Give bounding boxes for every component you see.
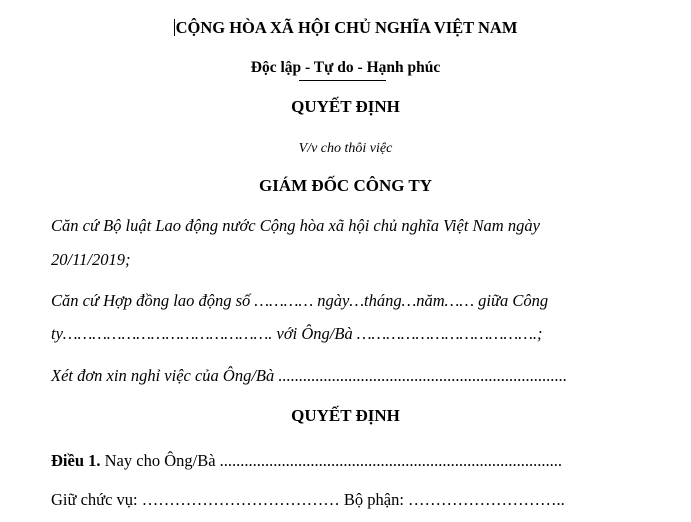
nation-header: CỘNG HÒA XÃ HỘI CHỦ NGHĨA VIỆT NAM [175, 18, 518, 37]
decision-heading: QUYẾT ĐỊNH [291, 406, 400, 425]
basis-law-line2: 20/11/2019; [51, 250, 131, 269]
basis-law-line1: Căn cứ Bộ luật Lao động nước Cộng hòa xã hội chủ nghĩa Việt Nam ngày [51, 216, 540, 235]
motto-underline [299, 80, 386, 81]
basis-contract-line2: ty……………………………………. với Ông/Bà ……………………………….; [51, 324, 543, 343]
article-1 [51, 451, 562, 471]
decision-subject: V/v cho thôi việc [298, 141, 393, 156]
decision-title: QUYẾT ĐỊNH [291, 97, 400, 116]
article-1-text: Nay cho Ông/Bà ................................................................................... [100, 451, 563, 470]
basis-contract-line1: Căn cứ Hợp đồng lao động số ………… ngày…tháng…năm…… giữa Công [51, 291, 549, 310]
motto: Độc lập - Tự do - Hạnh phúc [250, 59, 441, 76]
authority-title: GIÁM ĐỐC CÔNG TY [259, 176, 432, 195]
position-line: Giữ chức vụ: ……………………………… Bộ phận: ……………………….. [51, 490, 565, 509]
basis-request: Xét đơn xin nghỉ việc của Ông/Bà ...................................................................... [51, 366, 568, 385]
article-1-label: Điều 1. [51, 451, 101, 470]
text-cursor [174, 19, 175, 36]
